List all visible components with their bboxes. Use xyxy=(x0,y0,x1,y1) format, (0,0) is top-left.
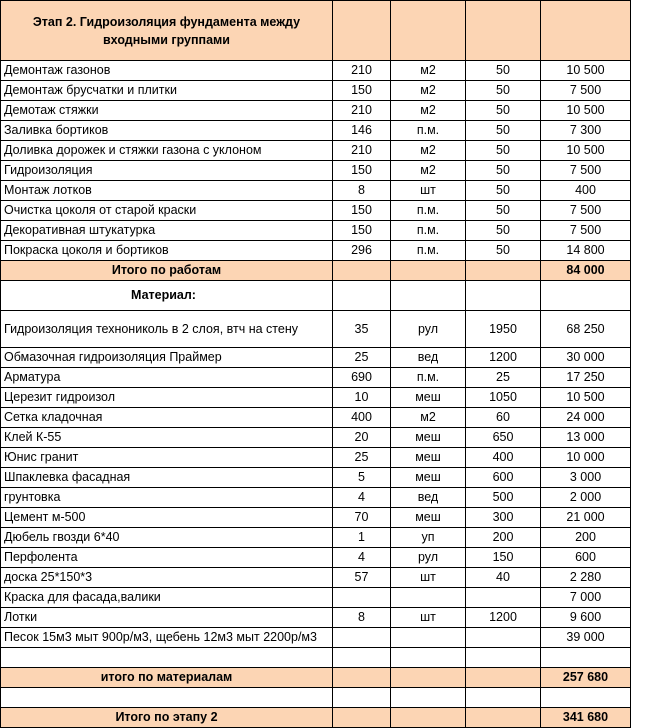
material-row xyxy=(1,488,631,508)
item-price-cell[interactable]: 50 xyxy=(466,61,541,81)
item-price-cell[interactable]: 1200 xyxy=(466,348,541,368)
item-qty-cell[interactable]: 690 xyxy=(333,368,391,388)
item-unit-cell[interactable]: рул xyxy=(391,548,466,568)
material-row xyxy=(1,468,631,488)
work-row xyxy=(1,181,631,201)
empty-cell[interactable] xyxy=(1,648,333,668)
empty-cell[interactable] xyxy=(333,261,391,281)
item-price-cell[interactable]: 60 xyxy=(466,408,541,428)
item-name-cell[interactable]: Гидроизоляция технониколь в 2 слоя, втч на стену xyxy=(1,311,333,348)
item-qty-cell[interactable]: 210 xyxy=(333,141,391,161)
empty-cell[interactable] xyxy=(466,668,541,688)
total-label-cell[interactable]: итого по материалам xyxy=(1,668,333,688)
work-row xyxy=(1,201,631,221)
item-total-cell[interactable]: 7 500 xyxy=(541,201,631,221)
item-total-cell[interactable]: 400 xyxy=(541,181,631,201)
item-unit-cell[interactable]: вед xyxy=(391,488,466,508)
work-row xyxy=(1,81,631,101)
item-unit-cell[interactable]: меш xyxy=(391,428,466,448)
item-name-cell[interactable]: грунтовка xyxy=(1,488,333,508)
total-value-cell[interactable]: 84 000 xyxy=(541,261,631,281)
item-total-cell[interactable]: 39 000 xyxy=(541,628,631,648)
item-unit-cell[interactable] xyxy=(391,628,466,648)
empty-cell[interactable] xyxy=(333,648,391,668)
empty-cell[interactable] xyxy=(391,648,466,668)
header-cell-qty[interactable] xyxy=(333,1,391,61)
item-price-cell[interactable]: 50 xyxy=(466,221,541,241)
item-price-cell[interactable]: 400 xyxy=(466,448,541,468)
empty-cell[interactable] xyxy=(391,261,466,281)
item-price-cell[interactable]: 50 xyxy=(466,241,541,261)
material-row xyxy=(1,528,631,548)
item-name-cell[interactable]: Юнис гранит xyxy=(1,448,333,468)
material-row xyxy=(1,348,631,368)
work-row xyxy=(1,121,631,141)
blank-row xyxy=(1,688,631,708)
empty-cell[interactable] xyxy=(333,281,391,311)
item-price-cell[interactable]: 50 xyxy=(466,201,541,221)
empty-cell[interactable] xyxy=(466,688,541,708)
item-unit-cell[interactable]: м2 xyxy=(391,101,466,121)
empty-cell[interactable] xyxy=(466,281,541,311)
material-row xyxy=(1,568,631,588)
item-price-cell[interactable]: 50 xyxy=(466,141,541,161)
item-qty-cell[interactable]: 8 xyxy=(333,608,391,628)
section-title-line1: Этап 2. Гидроизоляция фундамента между xyxy=(32,14,301,29)
item-total-cell[interactable]: 68 250 xyxy=(541,311,631,348)
item-total-cell[interactable]: 2 280 xyxy=(541,568,631,588)
item-total-cell[interactable]: 10 500 xyxy=(541,101,631,121)
item-price-cell[interactable]: 200 xyxy=(466,528,541,548)
item-total-cell[interactable]: 7 300 xyxy=(541,121,631,141)
item-name-cell[interactable]: Шпаклевка фасадная xyxy=(1,468,333,488)
item-total-cell[interactable]: 14 800 xyxy=(541,241,631,261)
item-price-cell[interactable]: 50 xyxy=(466,161,541,181)
item-unit-cell[interactable] xyxy=(391,588,466,608)
item-total-cell[interactable]: 3 000 xyxy=(541,468,631,488)
item-unit-cell[interactable]: меш xyxy=(391,388,466,408)
item-qty-cell[interactable]: 20 xyxy=(333,428,391,448)
blank-row xyxy=(1,648,631,668)
materials-header-cell[interactable]: Материал: xyxy=(1,281,333,311)
item-total-cell[interactable]: 600 xyxy=(541,548,631,568)
item-qty-cell[interactable]: 150 xyxy=(333,201,391,221)
work-row xyxy=(1,141,631,161)
item-qty-cell[interactable] xyxy=(333,588,391,608)
item-name-cell[interactable]: Монтаж лотков xyxy=(1,181,333,201)
item-name-cell[interactable]: Арматура xyxy=(1,368,333,388)
item-qty-cell[interactable]: 400 xyxy=(333,408,391,428)
item-price-cell[interactable]: 650 xyxy=(466,428,541,448)
section-title-cell[interactable] xyxy=(1,1,333,61)
item-name-cell[interactable]: Перфолента xyxy=(1,548,333,568)
item-total-cell[interactable]: 21 000 xyxy=(541,508,631,528)
item-qty-cell[interactable]: 296 xyxy=(333,241,391,261)
empty-cell[interactable] xyxy=(541,648,631,668)
empty-cell[interactable] xyxy=(541,281,631,311)
item-total-cell[interactable]: 17 250 xyxy=(541,368,631,388)
item-name-cell[interactable]: Обмазочная гидроизоляция Праймер xyxy=(1,348,333,368)
item-qty-cell[interactable]: 150 xyxy=(333,221,391,241)
item-qty-cell[interactable]: 210 xyxy=(333,101,391,121)
item-name-cell[interactable]: Заливка бортиков xyxy=(1,121,333,141)
work-total-row xyxy=(1,261,631,281)
item-name-cell[interactable]: Песок 15м3 мыт 900р/м3, щебень 12м3 мыт 2200р/м3 xyxy=(1,628,333,648)
item-total-cell[interactable]: 2 000 xyxy=(541,488,631,508)
item-price-cell[interactable]: 300 xyxy=(466,508,541,528)
item-unit-cell[interactable]: вед xyxy=(391,348,466,368)
total-value-cell[interactable]: 257 680 xyxy=(541,668,631,688)
item-price-cell[interactable]: 50 xyxy=(466,181,541,201)
item-name-cell[interactable]: Доливка дорожек и стяжки газона с уклоном xyxy=(1,141,333,161)
item-unit-cell[interactable]: шт xyxy=(391,181,466,201)
empty-cell[interactable] xyxy=(333,688,391,708)
item-unit-cell[interactable]: меш xyxy=(391,448,466,468)
item-name-cell[interactable]: Сетка кладочная xyxy=(1,408,333,428)
item-name-cell[interactable]: Демонтаж брусчатки и плитки xyxy=(1,81,333,101)
item-price-cell[interactable]: 1200 xyxy=(466,608,541,628)
empty-cell[interactable] xyxy=(391,668,466,688)
material-row xyxy=(1,311,631,348)
item-qty-cell[interactable]: 8 xyxy=(333,181,391,201)
header-cell-total[interactable] xyxy=(541,1,631,61)
work-row xyxy=(1,161,631,181)
material-row xyxy=(1,368,631,388)
item-unit-cell[interactable]: меш xyxy=(391,508,466,528)
materials-header-row xyxy=(1,281,631,311)
material-row xyxy=(1,408,631,428)
material-row xyxy=(1,448,631,468)
item-unit-cell[interactable]: меш xyxy=(391,468,466,488)
empty-cell[interactable] xyxy=(333,708,391,728)
material-row xyxy=(1,588,631,608)
item-name-cell[interactable]: Церезит гидроизол xyxy=(1,388,333,408)
item-qty-cell[interactable]: 150 xyxy=(333,161,391,181)
item-total-cell[interactable]: 10 000 xyxy=(541,448,631,468)
empty-cell[interactable] xyxy=(1,688,333,708)
empty-cell[interactable] xyxy=(466,261,541,281)
item-qty-cell[interactable]: 5 xyxy=(333,468,391,488)
item-price-cell[interactable]: 25 xyxy=(466,368,541,388)
item-qty-cell[interactable]: 210 xyxy=(333,61,391,81)
work-row xyxy=(1,101,631,121)
item-unit-cell[interactable]: м2 xyxy=(391,61,466,81)
item-qty-cell[interactable]: 1 xyxy=(333,528,391,548)
item-price-cell[interactable] xyxy=(466,588,541,608)
item-price-cell[interactable]: 50 xyxy=(466,121,541,141)
material-row xyxy=(1,628,631,648)
item-qty-cell[interactable] xyxy=(333,628,391,648)
item-name-cell[interactable]: Демонтаж газонов xyxy=(1,61,333,81)
item-total-cell[interactable]: 7 500 xyxy=(541,221,631,241)
item-name-cell[interactable]: Демотаж стяжки xyxy=(1,101,333,121)
material-row xyxy=(1,608,631,628)
item-name-cell[interactable]: Цемент м-500 xyxy=(1,508,333,528)
item-name-cell[interactable]: Покраска цоколя и бортиков xyxy=(1,241,333,261)
item-unit-cell[interactable]: п.м. xyxy=(391,221,466,241)
item-qty-cell[interactable]: 35 xyxy=(333,311,391,348)
item-total-cell[interactable]: 7 500 xyxy=(541,81,631,101)
item-qty-cell[interactable]: 25 xyxy=(333,348,391,368)
item-name-cell[interactable]: Декоративная штукатурка xyxy=(1,221,333,241)
item-total-cell[interactable]: 10 500 xyxy=(541,388,631,408)
work-row xyxy=(1,221,631,241)
item-total-cell[interactable]: 10 500 xyxy=(541,61,631,81)
total-value-cell[interactable]: 341 680 xyxy=(541,708,631,728)
item-price-cell[interactable]: 1950 xyxy=(466,311,541,348)
item-qty-cell[interactable]: 57 xyxy=(333,568,391,588)
item-name-cell[interactable]: Краска для фасада,валики xyxy=(1,588,333,608)
item-qty-cell[interactable]: 10 xyxy=(333,388,391,408)
item-unit-cell[interactable]: шт xyxy=(391,568,466,588)
item-unit-cell[interactable]: м2 xyxy=(391,141,466,161)
item-unit-cell[interactable]: п.м. xyxy=(391,241,466,261)
material-row xyxy=(1,508,631,528)
item-unit-cell[interactable]: п.м. xyxy=(391,121,466,141)
item-name-cell[interactable]: доска 25*150*3 xyxy=(1,568,333,588)
item-total-cell[interactable]: 30 000 xyxy=(541,348,631,368)
item-total-cell[interactable]: 24 000 xyxy=(541,408,631,428)
empty-cell[interactable] xyxy=(541,688,631,708)
item-unit-cell[interactable]: п.м. xyxy=(391,201,466,221)
empty-cell[interactable] xyxy=(391,708,466,728)
item-qty-cell[interactable]: 25 xyxy=(333,448,391,468)
empty-cell[interactable] xyxy=(466,648,541,668)
stage-total-row xyxy=(1,708,631,728)
item-price-cell[interactable]: 50 xyxy=(466,81,541,101)
section-header-row xyxy=(1,1,631,61)
header-cell-unit[interactable] xyxy=(391,1,466,61)
item-price-cell[interactable]: 50 xyxy=(466,101,541,121)
material-row xyxy=(1,548,631,568)
item-price-cell[interactable]: 1050 xyxy=(466,388,541,408)
estimate-table-body xyxy=(1,1,631,728)
empty-cell[interactable] xyxy=(333,668,391,688)
item-unit-cell[interactable]: уп xyxy=(391,528,466,548)
item-price-cell[interactable]: 150 xyxy=(466,548,541,568)
item-qty-cell[interactable]: 4 xyxy=(333,488,391,508)
item-unit-cell[interactable]: м2 xyxy=(391,161,466,181)
item-qty-cell[interactable]: 70 xyxy=(333,508,391,528)
materials-total-row xyxy=(1,668,631,688)
item-price-cell[interactable]: 40 xyxy=(466,568,541,588)
item-unit-cell[interactable]: п.м. xyxy=(391,368,466,388)
item-name-cell[interactable]: Очистка цоколя от старой краски xyxy=(1,201,333,221)
material-row xyxy=(1,388,631,408)
work-row xyxy=(1,61,631,81)
item-total-cell[interactable]: 13 000 xyxy=(541,428,631,448)
item-total-cell[interactable]: 7 000 xyxy=(541,588,631,608)
item-name-cell[interactable]: Клей К-55 xyxy=(1,428,333,448)
section-title-line2: входными группами xyxy=(103,32,230,47)
item-name-cell[interactable]: Лотки xyxy=(1,608,333,628)
item-qty-cell[interactable]: 4 xyxy=(333,548,391,568)
item-price-cell[interactable] xyxy=(466,628,541,648)
item-name-cell[interactable]: Дюбель гвозди 6*40 xyxy=(1,528,333,548)
empty-cell[interactable] xyxy=(391,688,466,708)
item-unit-cell[interactable]: м2 xyxy=(391,81,466,101)
total-label-cell[interactable]: Итого по этапу 2 xyxy=(1,708,333,728)
material-row xyxy=(1,428,631,448)
item-unit-cell[interactable]: шт xyxy=(391,608,466,628)
item-unit-cell[interactable]: рул xyxy=(391,311,466,348)
empty-cell[interactable] xyxy=(391,281,466,311)
item-name-cell[interactable]: Гидроизоляция xyxy=(1,161,333,181)
header-cell-price[interactable] xyxy=(466,1,541,61)
item-qty-cell[interactable]: 146 xyxy=(333,121,391,141)
item-qty-cell[interactable]: 150 xyxy=(333,81,391,101)
item-price-cell[interactable]: 600 xyxy=(466,468,541,488)
item-price-cell[interactable]: 500 xyxy=(466,488,541,508)
item-total-cell[interactable]: 7 500 xyxy=(541,161,631,181)
work-row xyxy=(1,241,631,261)
item-total-cell[interactable]: 9 600 xyxy=(541,608,631,628)
empty-cell[interactable] xyxy=(466,708,541,728)
item-unit-cell[interactable]: м2 xyxy=(391,408,466,428)
total-label-cell[interactable]: Итого по работам xyxy=(1,261,333,281)
item-total-cell[interactable]: 200 xyxy=(541,528,631,548)
item-total-cell[interactable]: 10 500 xyxy=(541,141,631,161)
